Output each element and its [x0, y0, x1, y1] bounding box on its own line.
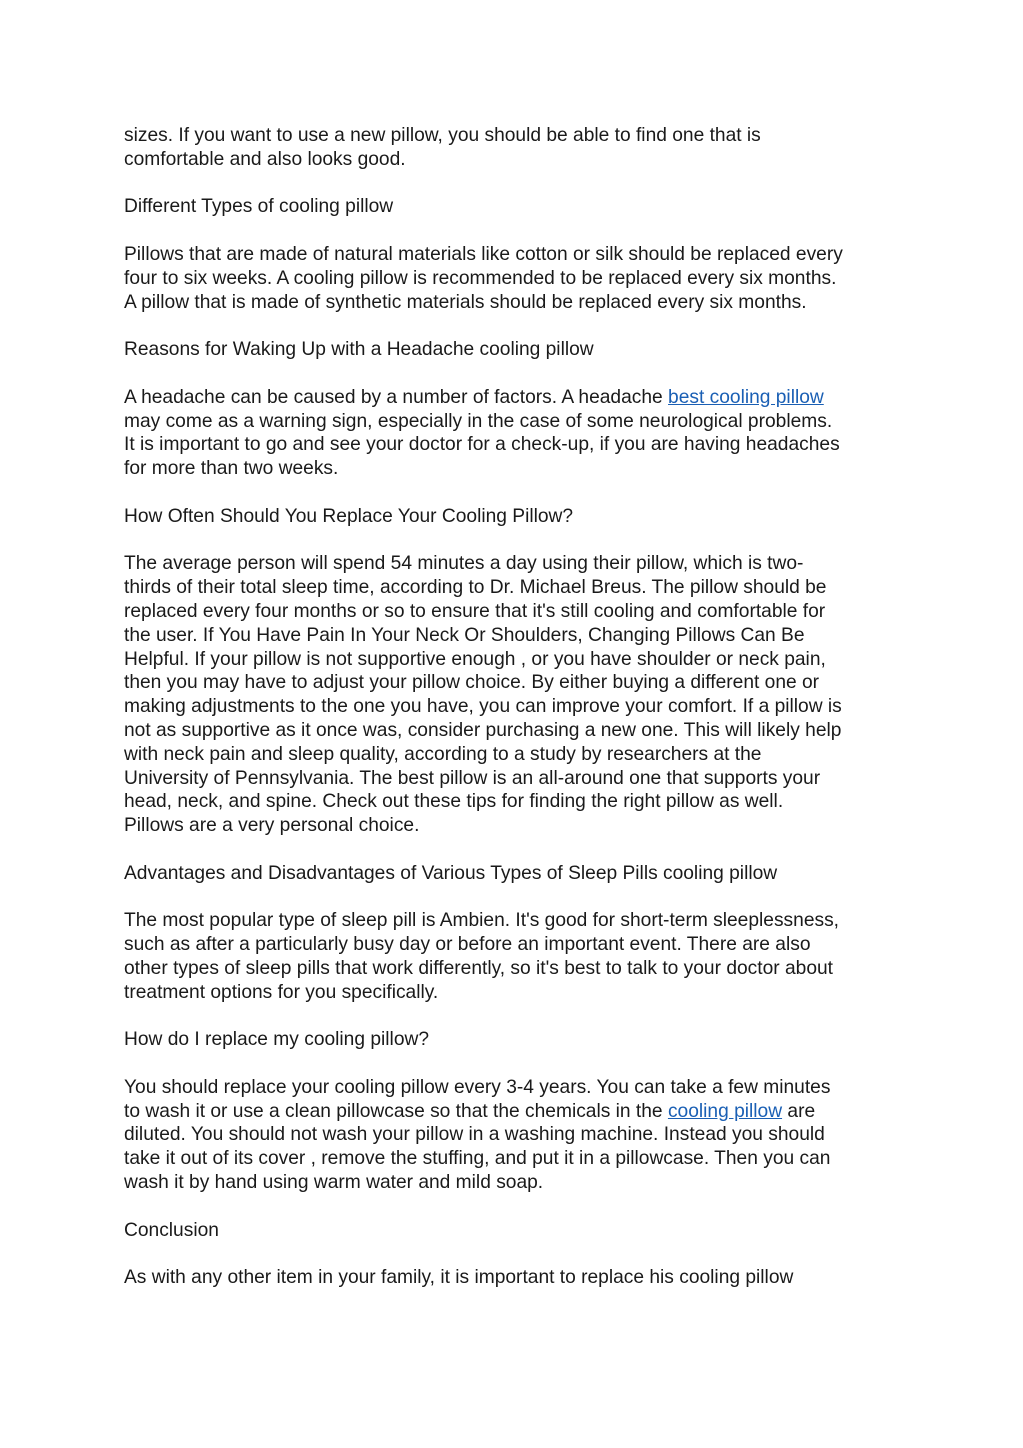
best-cooling-pillow-link[interactable]: best cooling pillow: [668, 386, 824, 408]
paragraph-intro: sizes. If you want to use a new pillow, you should be able to find one that is comfortable and also looks good.: [124, 125, 761, 170]
paragraph-how-often: The average person will spend 54 minutes a day using their pillow, which is two- thirds of their total sleep time, according to Dr. Michael Breus. The pillow should be replaced every four months or so to ensure that it's still cooling and comfortable for the user. If You Have Pain In Your Neck Or Shoulders, Changing Pillows Can Be Helpful. If your pillow is not supportive enough , or you have shoulder or neck pain, then you may have to adjust your pillow choice. By either buying a different one or making adjustments to the one you have, you can improve your comfort. If a pillow is not as supportive as it once was, consider purchasing a new one. This will likely help with neck pain and sleep quality, according to a study by researchers at the University of Pennsylvania. The best pillow is an all-around one that supports your head, neck, and spine. Check out these tips for finding the right pillow as well. Pillows are a very personal choice.: [124, 553, 842, 837]
heading-how-often: How Often Should You Replace Your Cooling Pillow?: [124, 505, 574, 527]
paragraph-headache: [124, 386, 914, 481]
paragraph-replacement-materials: Pillows that are made of natural materials like cotton or silk should be replaced every four to six weeks. A cooling pillow is recommended to be replaced every six months. A pillow that is made of synthetic materials should be replaced every six months.: [124, 243, 843, 313]
cooling-pillow-link[interactable]: cooling pillow: [667, 1100, 783, 1122]
paragraph-how-replace: [124, 1076, 914, 1195]
paragraph-conclusion: As with any other item in your family, it is important to replace his cooling pillow: [124, 1267, 794, 1289]
heading-conclusion: Conclusion: [124, 1219, 219, 1241]
paragraph-headache-text-after: may come as a warning sign, especially in the case of some neurological problems. It is important to go and see your doctor for a check-up, if you are having headaches for more than two weeks.: [124, 410, 840, 480]
paragraph-headache-text-before: A headache can be caused by a number of factors. A headache: [124, 386, 669, 408]
heading-headache: Reasons for Waking Up with a Headache cooling pillow: [124, 339, 594, 361]
heading-how-replace: How do I replace my cooling pillow?: [124, 1029, 430, 1051]
document-page: [124, 124, 914, 1314]
heading-different-types: Different Types of cooling pillow: [124, 196, 394, 218]
paragraph-how-replace-text-before: You should replace your cooling pillow every 3-4 years. You can take a few minutes to wash it or use a clean pillowcase so that the chemicals in the: [124, 1076, 831, 1122]
heading-sleep-pills: Advantages and Disadvantages of Various Types of Sleep Pills cooling pillow: [124, 862, 778, 884]
paragraph-how-replace-text-after: are diluted. You should not wash your pillow in a washing machine. Instead you should take it out of its cover , remove the stuffing, and put it in a pillowcase. Then you can wash it by hand using warm water and mild soap.: [124, 1100, 831, 1194]
paragraph-sleep-pills: The most popular type of sleep pill is Ambien. It's good for short-term sleeplessness, such as after a particularly busy day or before an important event. There are also other types of sleep pills that work differently, so it's best to talk to your doctor about treatment options for you specifically.: [124, 910, 840, 1003]
